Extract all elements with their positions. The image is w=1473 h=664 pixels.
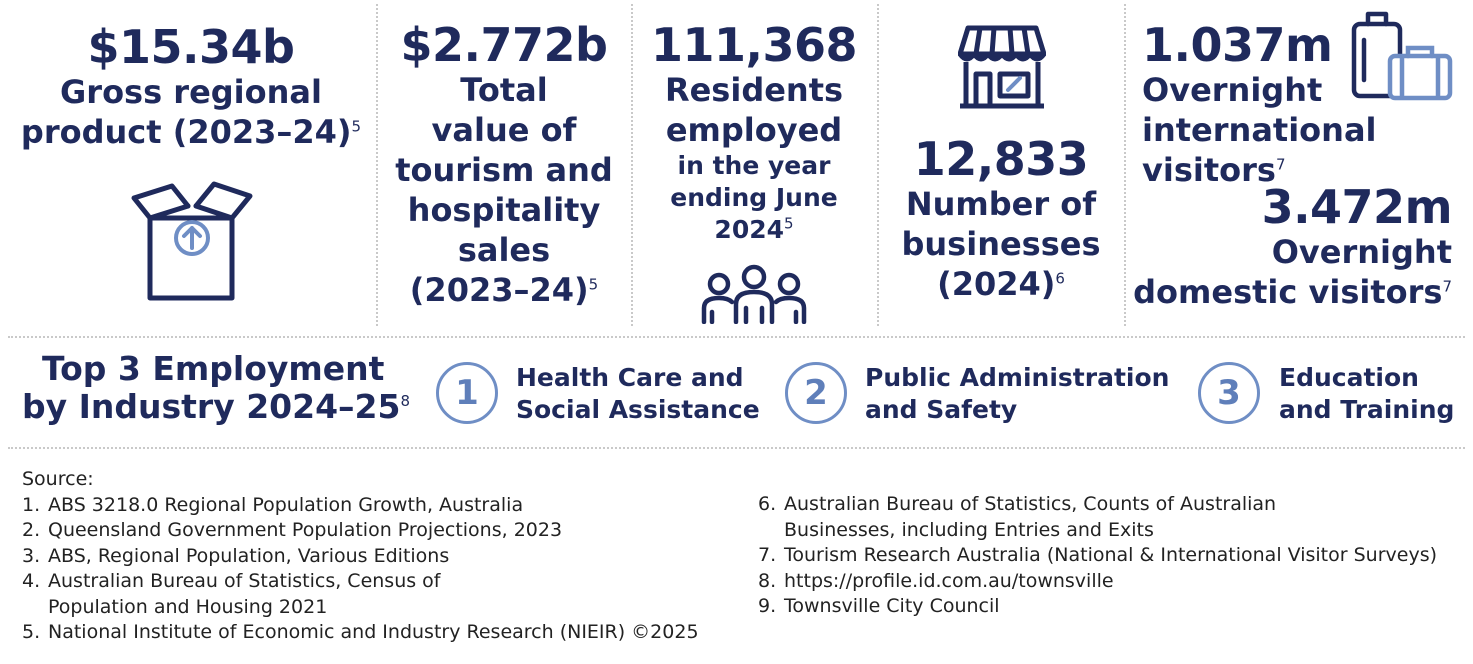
rank-badge: 2 <box>785 362 847 424</box>
source-item: 7. Tourism Research Australia (National & International Visitor Surveys) <box>758 544 1438 566</box>
stat-gross-regional-product <box>10 0 372 330</box>
stat-label: hospitality <box>407 191 601 229</box>
source-item: 8. https://profile.id.com.au/townsville <box>758 569 1114 592</box>
stat-label: value of <box>431 111 577 149</box>
rank-badge: 1 <box>436 362 498 424</box>
divider <box>8 447 1465 449</box>
box-upload-icon <box>130 178 255 303</box>
divider <box>8 336 1465 338</box>
stat-value: 3.472m <box>1261 180 1452 234</box>
stat-label: (2023–24)$^5$ <box>409 271 599 309</box>
stat-label: ending June <box>670 183 838 212</box>
industry-health-care: Health Care and Social Assistance <box>516 363 760 424</box>
stat-number-of-businesses <box>880 0 1122 330</box>
source-item: 4. Australian Bureau of Statistics, Census of <box>22 570 441 592</box>
divider <box>376 4 378 326</box>
stat-label: Gross regional <box>60 73 322 111</box>
sources-heading: Source: <box>22 468 94 490</box>
stat-value: 12,833 <box>913 132 1089 186</box>
stat-label: tourism and <box>395 151 613 189</box>
luggage-icon <box>1350 10 1454 102</box>
stat-label: employed <box>665 111 843 149</box>
stat-value: 1.037m <box>1142 18 1333 72</box>
divider <box>631 4 633 326</box>
stat-residents-employed <box>634 0 874 330</box>
stat-label: Overnight <box>1271 233 1452 271</box>
stat-label: Overnight <box>1142 71 1323 109</box>
stat-value: $15.34b <box>87 20 295 74</box>
stat-label: businesses <box>901 225 1101 263</box>
rank-badge: 3 <box>1198 362 1260 424</box>
source-item: 6. Australian Bureau of Statistics, Counts of Australian <box>758 493 1277 515</box>
stat-value: 111,368 <box>650 18 857 72</box>
people-group-icon <box>700 264 808 324</box>
stat-label: Total <box>460 71 548 109</box>
stat-label: product (2023–24)$^5$ <box>20 113 362 151</box>
stat-value: $2.772b <box>400 18 608 72</box>
sources-left <box>22 467 699 646</box>
source-item: 3. ABS, Regional Population, Various Editions <box>22 544 450 567</box>
source-item: 9. Townsville City Council <box>758 595 1000 617</box>
stat-label: domestic visitors$^7$ <box>1133 273 1452 311</box>
stat-label: Residents <box>664 71 844 109</box>
source-item-continued: Population and Housing 2021 <box>48 595 328 618</box>
industry-education: Education and Training <box>1279 363 1455 424</box>
stat-overnight-visitors <box>1128 0 1468 330</box>
sources-right <box>758 492 1437 620</box>
divider <box>1124 4 1126 326</box>
stat-label: international <box>1142 111 1377 149</box>
source-item: 1. ABS 3218.0 Regional Population Growth, Australia <box>22 493 524 516</box>
stat-tourism-value <box>380 0 628 330</box>
stat-label: 2024$^5$ <box>714 214 794 244</box>
industry-public-administration: Public Administration and Safety <box>865 363 1170 424</box>
storefront-icon <box>958 24 1046 110</box>
stat-label: in the year <box>677 151 831 180</box>
source-item-continued: Businesses, including Entries and Exits <box>784 518 1154 541</box>
stat-label: $(2024)^6$ <box>937 265 1065 303</box>
stat-label: visitors$^7$ <box>1142 151 1286 189</box>
top-employment-title: Top 3 Employment by Industry $2024-25^8$ <box>22 349 411 426</box>
divider <box>877 4 879 326</box>
stat-label: sales <box>457 231 551 269</box>
source-item: 5. National Institute of Economic and Industry Research (NIEIR) ©2025 <box>22 621 699 643</box>
source-item: 2. Queensland Government Population Projections, 2023 <box>22 519 563 541</box>
stat-label: Number of <box>905 185 1097 223</box>
